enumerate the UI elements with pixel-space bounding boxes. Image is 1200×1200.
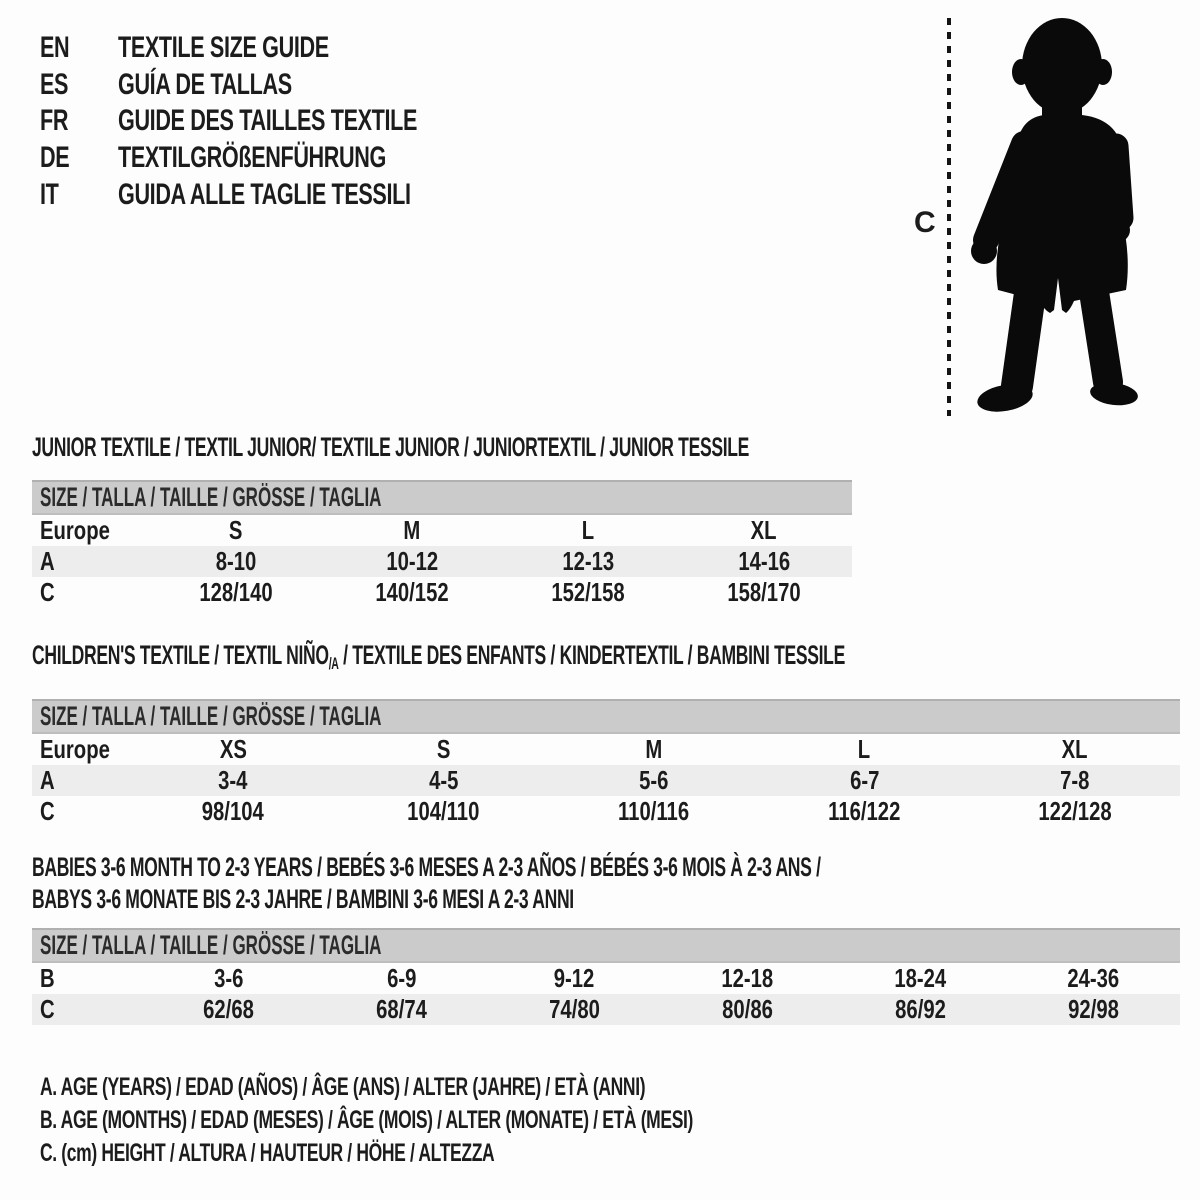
size-cell: 140/152 — [375, 577, 449, 607]
height-figure — [900, 10, 1170, 422]
size-header-bar: SIZE / TALLA / TAILLE / GRÖSSE / TAGLIA — [32, 700, 1180, 733]
size-cell: 3-6 — [213, 963, 244, 993]
size-cell: L — [581, 515, 595, 545]
size-cell: 14-16 — [738, 546, 790, 576]
table-header-row — [32, 700, 1180, 733]
language-code: FR — [40, 104, 69, 138]
size-cell: S — [229, 515, 243, 545]
size-cell: 110/116 — [618, 795, 690, 826]
size-cell: 80/86 — [722, 994, 773, 1024]
table-row — [32, 994, 1180, 1025]
language-row — [40, 67, 533, 104]
height-measure-label: C — [914, 206, 936, 239]
row-label: C — [40, 795, 55, 826]
size-cell: XS — [219, 733, 247, 764]
size-cell: 152/158 — [551, 577, 625, 607]
section-title: CHILDREN'S TEXTILE / TEXTIL $NIÑO_{/A}$ / TEXTILE DES ENFANTS / KINDERTEXTIL / BAMBINI TESSILE — [32, 640, 845, 673]
row-label: Europe — [40, 733, 110, 764]
language-code: ES — [40, 67, 69, 101]
size-cell: 12-13 — [562, 546, 614, 576]
table-row — [32, 546, 852, 577]
size-cell: 24-36 — [1067, 963, 1120, 993]
section-childrens-textile — [32, 641, 1180, 827]
size-cell: 3-4 — [218, 764, 248, 795]
size-cell: XL — [1061, 733, 1088, 764]
table-row — [32, 796, 1180, 827]
size-cell: 10-12 — [386, 546, 438, 576]
size-cell: 62/68 — [203, 994, 254, 1024]
measurement-legend — [40, 1071, 973, 1170]
row-label: B — [40, 963, 55, 993]
size-cell: 4-5 — [428, 764, 459, 795]
size-cell: L — [858, 733, 871, 764]
language-row — [40, 177, 533, 214]
language-code: IT — [40, 177, 59, 211]
baby-silhouette-icon — [968, 14, 1144, 418]
children-size-table — [32, 699, 1180, 827]
size-cell: 6-9 — [386, 963, 417, 993]
legend-line-b: B. AGE (MONTHS) / EDAD (MESES) / ÂGE (MOIS) / ALTER (MONATE) / ETÀ (MESI) — [40, 1106, 694, 1134]
size-cell: 122/128 — [1038, 795, 1112, 826]
language-row — [40, 30, 533, 67]
size-cell: XL — [751, 515, 777, 545]
size-cell: 68/74 — [376, 994, 427, 1024]
language-label: GUIDA ALLE TAGLIE TESSILI — [118, 177, 411, 211]
title-subscript: /A — [328, 654, 339, 673]
size-cell: 9-12 — [554, 963, 595, 993]
size-cell: 98/104 — [202, 795, 265, 826]
section-title: JUNIOR TEXTILE / TEXTIL JUNIOR/ TEXTILE JUNIOR / JUNIORTEXTIL / JUNIOR TESSILE — [32, 432, 750, 462]
size-cell: 92/98 — [1068, 994, 1119, 1024]
legend-line-a: A. AGE (YEARS) / EDAD (AÑOS) / ÂGE (ANS) / ALTER (JAHRE) / ETÀ (ANNI) — [40, 1073, 646, 1101]
section-babies-textile — [32, 851, 1180, 1025]
size-cell: 8-10 — [215, 546, 257, 576]
size-cell: 12-18 — [721, 963, 774, 993]
size-cell: M — [403, 515, 421, 545]
table-row — [32, 733, 1180, 765]
size-cell: M — [645, 733, 663, 764]
size-cell: 6-7 — [849, 764, 880, 795]
table-header-row — [32, 929, 1180, 962]
size-cell: 5-6 — [639, 764, 669, 795]
language-list — [40, 30, 533, 213]
language-code: DE — [40, 141, 70, 175]
size-cell: 158/170 — [727, 577, 801, 607]
size-cell: 116/122 — [828, 795, 901, 826]
babies-size-table — [32, 928, 1180, 1025]
table-row — [32, 765, 1180, 796]
language-label: TEXTILGRÖßENFÜHRUNG — [118, 141, 386, 175]
size-cell: 18-24 — [894, 963, 947, 993]
language-row — [40, 140, 533, 177]
table-row — [32, 577, 852, 608]
size-cell: 74/80 — [549, 994, 600, 1024]
section-title: BABIES 3-6 MONTH TO 2-3 YEARS / BEBÉS 3-6 MESES A 2-3 AÑOS / BÉBÉS 3-6 MOIS À 2-3 ANS / BABYS 3-6 MONATE BIS 2-3 JAHRE / BAMBINI 3-6 MESI A 2-3 ANNI — [32, 852, 821, 914]
size-header-bar: SIZE / TALLA / TAILLE / GRÖSSE / TAGLIA — [32, 481, 852, 514]
junior-size-table — [32, 480, 852, 608]
language-label: TEXTILE SIZE GUIDE — [118, 31, 329, 64]
table-row — [32, 514, 852, 546]
language-row — [40, 103, 533, 140]
height-measure-line — [947, 18, 951, 416]
language-code: EN — [40, 31, 70, 64]
table-header-row — [32, 481, 852, 514]
size-cell: 128/140 — [199, 577, 273, 607]
language-label: GUÍA DE TALLAS — [118, 67, 292, 101]
row-label: A — [40, 546, 55, 576]
table-row — [32, 962, 1180, 994]
row-label: C — [40, 994, 55, 1024]
row-label: A — [40, 764, 55, 795]
size-cell: 104/110 — [407, 795, 480, 826]
legend-line-c: C. (cm) HEIGHT / ALTURA / HAUTEUR / HÖHE / ALTEZZA — [40, 1139, 495, 1167]
size-header-bar: SIZE / TALLA / TAILLE / GRÖSSE / TAGLIA — [32, 929, 1180, 962]
language-label: GUIDE DES TAILLES TEXTILE — [118, 104, 418, 138]
size-cell: S — [436, 733, 451, 764]
section-junior-textile — [32, 433, 852, 608]
size-cell: 7-8 — [1060, 764, 1090, 795]
row-label: Europe — [40, 515, 110, 545]
size-cell: 86/92 — [895, 994, 946, 1024]
row-label: C — [40, 577, 55, 607]
